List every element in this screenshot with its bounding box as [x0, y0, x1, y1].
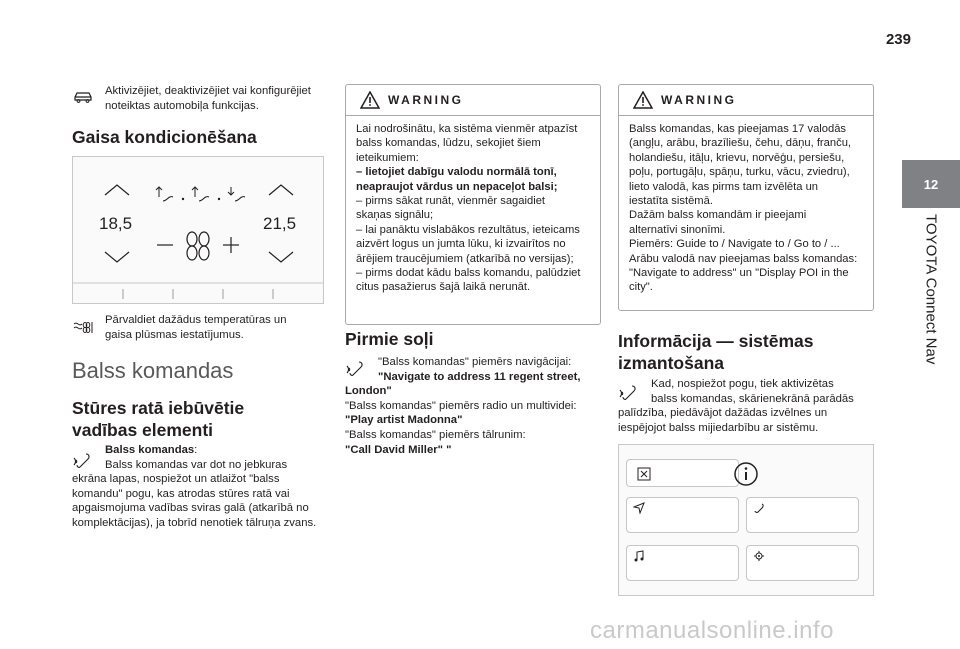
warning-title: WARNING [661, 93, 737, 107]
example-line: "Call David Miller" " [345, 443, 452, 456]
warning-line: alternatīvi sinonīmi. [629, 223, 726, 236]
help-tile-voice-keyboard [626, 459, 739, 487]
warning-line: balss komandas, lūdzu, sekojiet šiem [356, 137, 541, 150]
example-line: London" [345, 385, 392, 398]
warning-line: Arābu valodā nav pieejamas balss komandas: [629, 252, 858, 265]
airflow-line: Pārvaldiet dažādus temperatūras un [105, 314, 287, 326]
warning-line: aizvērt logus un jumta lūku, ki izvairītos no [356, 238, 566, 251]
voice-line: Balss komandas var dot no jebkuras [105, 458, 288, 471]
first-steps-examples [345, 355, 607, 457]
info-line: Kad, nospiežot pogu, tiek aktivizētas [651, 378, 834, 390]
warning-body [619, 116, 873, 301]
climate-panel-illustration [72, 156, 324, 304]
gear-icon [753, 550, 765, 562]
warning-box-voice [345, 84, 601, 325]
intro-text [105, 84, 311, 113]
help-tile-media [626, 545, 739, 581]
info-line: balss komandas, skārienekrānā parādās [651, 392, 854, 405]
music-note-icon [633, 550, 645, 562]
page-number: 239 [885, 31, 911, 48]
warning-line: (angļu, arābu, brazīliešu, čehu, dāņu, franču, [629, 137, 852, 150]
warning-line: ārējiem traucējumiem (atkarībā no versijas); [356, 252, 574, 265]
warning-triangle-icon [360, 91, 380, 109]
example-line: "Balss komandas" piemērs navigācijai: [378, 356, 572, 368]
heading-line: vadības elementi [72, 420, 214, 440]
warning-line: – pirms dodat kādu balss komandu, palūdziet [356, 267, 581, 280]
help-tile-navigation [626, 497, 739, 533]
left-temperature: 18,5 [99, 214, 133, 233]
heading-line: izmantošana [618, 353, 724, 373]
example-line: "Balss komandas" piemērs radio un multividei: [345, 399, 577, 412]
warning-line: lieto valodā, kas pirms tam izvēlēta un [629, 180, 819, 193]
warning-line: citus pasažierus šajā laikā nerunāt. [356, 281, 531, 294]
warning-line: – lietojiet dabīgu valodu normālā tonī, [356, 166, 557, 179]
airflow-icon [72, 316, 94, 343]
warning-line: ieteikumiem: [356, 151, 419, 164]
example-line: "Play artist Madonna" [345, 414, 463, 427]
voice-command-label: Balss komandas [105, 444, 195, 456]
right-temperature: 21,5 [263, 214, 297, 233]
side-title [916, 214, 946, 504]
phone-icon [753, 502, 765, 514]
intro-line: Aktivizējiet, deaktivizējiet vai konfigurējiet [105, 85, 311, 97]
warning-line: neapraujot vārdus un nepaceļot balsi; [356, 180, 558, 193]
heading-line: Informācija — sistēmas [618, 331, 814, 351]
side-title-text: TOYOTA Connect Nav [922, 214, 940, 365]
warning-line: Piemērs: Guide to / Navigate to / Go to / ... [629, 238, 840, 251]
intro-line: noteiktas automobiļa funkcijas. [105, 99, 259, 112]
warning-line: Balss komandas, kas pieejamas 17 valodās [629, 123, 847, 135]
warning-line: – pirms sākat runāt, vienmēr sagaidiet [356, 195, 546, 208]
voice-line: ekrāna lapas, nospiežot un atlaižot "balss [72, 473, 280, 486]
voice-keyboard-icon [637, 467, 651, 481]
voice-line: komplektācijas), ja tobrīd nenotiek tālruņa zvans. [72, 516, 317, 529]
warning-box-languages [618, 84, 874, 311]
warning-triangle-icon [633, 91, 653, 109]
help-tile-settings [746, 545, 859, 581]
warning-line: iestatīta sistēmā. [629, 195, 713, 208]
warning-line: poļu, portugāļu, spāņu, turku, vācu, zviedru), [629, 166, 850, 179]
help-tile-phone [746, 497, 859, 533]
heading-first-steps: Pirmie soļi [345, 329, 434, 349]
heading-air-conditioning: Gaisa kondicionēšana [72, 127, 257, 147]
voice-line: apgaismojuma vadības sviras galā (atkarībā no [72, 502, 309, 515]
warning-line: city". [629, 281, 653, 294]
warning-line: – lai panāktu vislabākos rezultātus, ieteicams [356, 223, 580, 236]
heading-steering-controls [72, 397, 244, 441]
heading-line: Stūres ratā iebūvētie [72, 398, 245, 418]
airflow-line: gaisa plūsmas iestatījumus. [105, 328, 244, 341]
warning-line: Lai nodrošinātu, ka sistēma vienmēr atpazīst [356, 123, 578, 135]
voice-command-colon: : [194, 444, 198, 456]
airflow-text [105, 313, 286, 342]
voice-line: komandu" pogu, kas atrodas stūres ratā vai [72, 487, 290, 500]
info-line: iespējojot balss mijiedarbību ar sistēmu. [618, 421, 819, 434]
voice-help-screen-illustration [618, 444, 874, 596]
info-circle-icon [733, 461, 759, 487]
car-settings-icon [72, 86, 94, 113]
heading-voice-commands: Balss komandas [72, 358, 234, 383]
warning-line: skaņas signālu; [356, 209, 434, 222]
chapter-tab[interactable]: 12 [902, 160, 960, 208]
heading-information [618, 330, 814, 374]
info-line: palīdzība, piedāvājot dažādas izvēlnes un [618, 407, 828, 420]
example-line: "Balss komandas" piemērs tālrunim: [345, 428, 526, 441]
info-paragraph [618, 377, 880, 435]
warning-title: WARNING [388, 93, 464, 107]
watermark: carmanualsonline.info [590, 617, 834, 644]
example-line: "Navigate to address 11 regent street, [378, 370, 581, 383]
warning-header [619, 85, 873, 116]
warning-body [346, 116, 600, 301]
warning-header [346, 85, 600, 116]
voice-command-paragraph [72, 443, 334, 531]
warning-line: "Navigate to address" un "Display POI in the [629, 267, 849, 280]
warning-line: holandiešu, itāļu, krievu, norvēģu, persiešu, [629, 151, 845, 164]
warning-line: Dažām balss komandām ir pieejami [629, 209, 807, 222]
navigation-icon [633, 502, 645, 514]
